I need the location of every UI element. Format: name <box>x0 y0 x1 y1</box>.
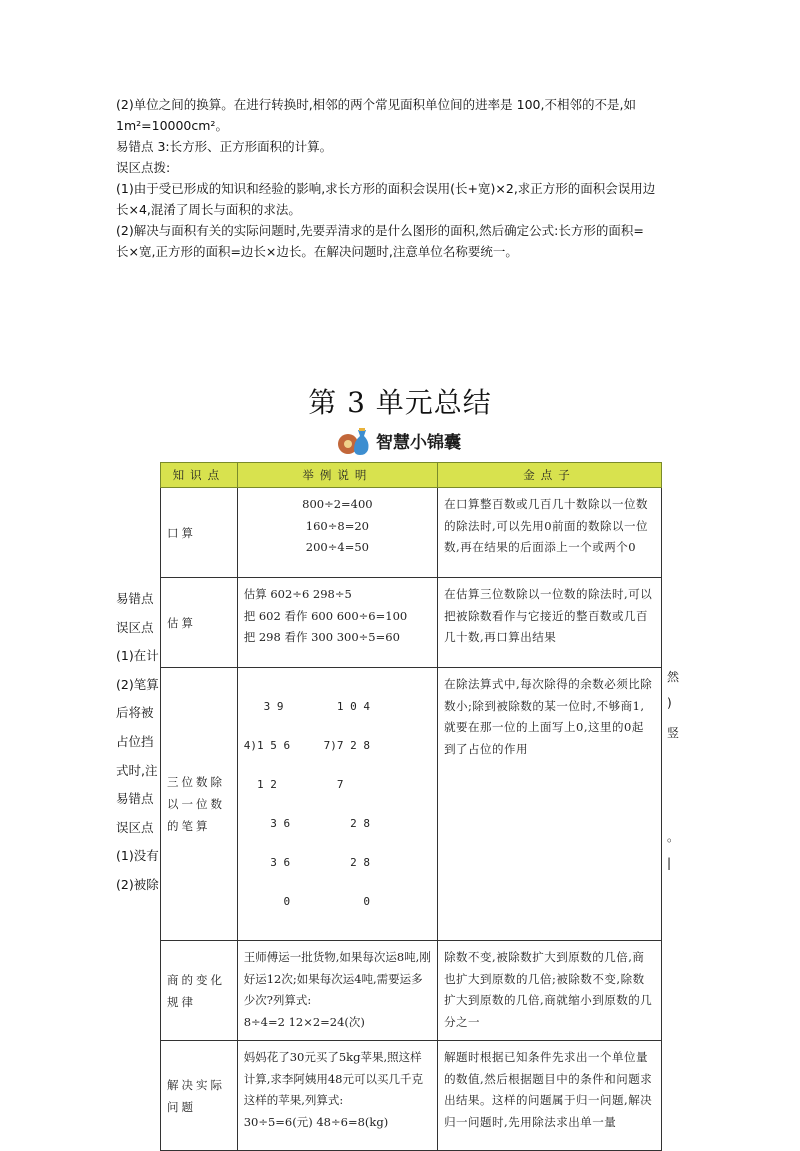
knowledge-cell: 解决实际问题 <box>161 1041 238 1151</box>
fragment-text: 式时,注 <box>116 762 158 778</box>
division-line: 3 6 <box>243 817 291 830</box>
example-cell <box>237 578 437 668</box>
fragment-text: 占位挡 <box>116 733 154 749</box>
intro-text <box>116 94 688 262</box>
example-line: 30÷5=6(元) 48÷6=8(kg) <box>243 1114 389 1129</box>
table-row <box>161 668 662 941</box>
fragment-text: 然 <box>667 670 680 684</box>
fragment-text: (1)在计 <box>116 648 159 664</box>
unit-title: 第 3 单元总结 <box>308 386 492 419</box>
table-row <box>161 488 662 578</box>
example-line: 8÷4=2 12×2=24(次) <box>243 1014 365 1029</box>
fragment-text: (2)被除 <box>116 876 159 892</box>
intro-line: 长×4,混淆了周长与面积的求法。 <box>116 202 301 217</box>
division-line: 2 8 <box>323 817 370 830</box>
fragment-text: (2)笔算 <box>116 676 159 692</box>
knowledge-cell: 口算 <box>161 488 238 578</box>
tip-cell: 解题时根据已知条件先求出一个单位量的数值,然后根据题目中的条件和问题求出结果。这样的问题属于归一问题,解决归一问题时,先用除法求出单一量 <box>438 1041 662 1151</box>
table-header-row <box>161 463 662 488</box>
left-fragments <box>116 585 159 900</box>
money-bag-icon <box>336 424 372 456</box>
example-cell <box>237 941 437 1041</box>
tip-cell: 在口算整百数或几百几十数除以一位数的除法时,可以先用0前面的数除以一位数,再在结果的后面添上一个或两个0 <box>438 488 662 578</box>
example-cell <box>237 1041 437 1151</box>
intro-line: 误区点拨: <box>116 160 171 175</box>
tip-cell: 除数不变,被除数扩大到原数的几倍,商也扩大到原数的几倍;被除数不变,除数扩大到原数的几倍,商就缩小到原数的几分之一 <box>438 941 662 1041</box>
example-line: 200÷4=50 <box>305 540 369 554</box>
summary-table-wrap <box>160 462 662 1151</box>
table-row <box>161 1041 662 1151</box>
knowledge-cell: 商的变化规律 <box>161 941 238 1041</box>
header-knowledge: 知识点 <box>161 463 238 488</box>
summary-table <box>160 462 662 1151</box>
division-line: 1 0 4 <box>323 700 370 713</box>
division-line: 1 2 <box>243 778 277 791</box>
fragment-text: 误区点 <box>116 619 154 635</box>
example-cell <box>237 488 437 578</box>
fragment-text: 易错点 <box>116 591 154 606</box>
example-line: 把 298 看作 300 300÷5=60 <box>243 630 400 644</box>
knowledge-cell: 估算 <box>161 578 238 668</box>
division-line: 3 6 <box>243 856 291 869</box>
example-line: 估算 602÷6 298÷5 <box>243 587 352 601</box>
example-line: 妈妈花了30元买了5kg苹果,照这样计算,求李阿姨用48元可以买几千克这样的苹果,列算式: <box>243 1050 423 1107</box>
tip-cell: 在估算三位数除以一位数的除法时,可以把被除数看作与它接近的整百数或几百几十数,再口算出结果 <box>438 578 662 668</box>
sub-title: 智慧小锦囊 <box>376 432 461 453</box>
division-line: 7)7 2 8 <box>323 739 370 752</box>
example-cell <box>237 668 437 941</box>
intro-line: (1)由于受已形成的知识和经验的影响,求长方形的面积会误用(长+宽)×2,求正方形的面积会误用边 <box>116 181 656 196</box>
table-row <box>161 578 662 668</box>
division-line: 0 <box>323 895 370 908</box>
sub-title-banner <box>336 424 461 456</box>
fragment-text: 后将被 <box>116 705 154 721</box>
intro-line: 长×宽,正方形的面积=边长×边长。在解决问题时,注意单位名称要统一。 <box>116 244 518 259</box>
division-line: 3 9 <box>243 700 284 713</box>
header-example: 举例说明 <box>237 463 437 488</box>
intro-line: (2)解决与面积有关的实际问题时,先要弄清求的是什么图形的面积,然后确定公式:长方形的面积= <box>116 223 644 238</box>
fragment-text: ) <box>667 696 672 710</box>
fragment-text: (1)没有 <box>116 848 159 864</box>
table-row <box>161 941 662 1041</box>
fragment-text: 误区点 <box>116 819 154 835</box>
long-division-1 <box>244 674 310 934</box>
fragment-text: | <box>667 856 672 870</box>
intro-line: 1m²=10000cm²。 <box>116 118 228 133</box>
division-line: 4)1 5 6 <box>243 739 291 752</box>
intro-line: (2)单位之间的换算。在进行转换时,相邻的两个常见面积单位间的进率是 100,不相邻的不是,如 <box>116 97 636 112</box>
example-line: 800÷2=400 <box>302 497 373 511</box>
intro-line: 易错点 3:长方形、正方形面积的计算。 <box>116 139 333 154</box>
example-line: 把 602 看作 600 600÷6=100 <box>243 608 408 623</box>
tip-cell: 在除法算式中,每次除得的余数必须比除数小;除到被除数的某一位时,不够商1,就要在那一位的上面写上0,这里的0起到了占位的作用 <box>438 668 662 941</box>
division-line: 0 <box>243 895 291 908</box>
example-line: 160÷8=20 <box>305 518 369 533</box>
header-tip: 金点子 <box>438 463 662 488</box>
division-line: 7 <box>323 778 344 791</box>
fragment-text: 。 <box>667 830 680 844</box>
fragment-text: 竖 <box>667 726 680 740</box>
fragment-text: 易错点 <box>116 791 154 807</box>
division-line: 2 8 <box>323 856 370 869</box>
knowledge-cell: 三位数除以一位数的笔算 <box>161 668 238 941</box>
example-line: 王师傅运一批货物,如果每次运8吨,刚好运12次;如果每次运4吨,需要运多少次?列算式: <box>243 950 431 1007</box>
long-division-2 <box>324 674 390 934</box>
